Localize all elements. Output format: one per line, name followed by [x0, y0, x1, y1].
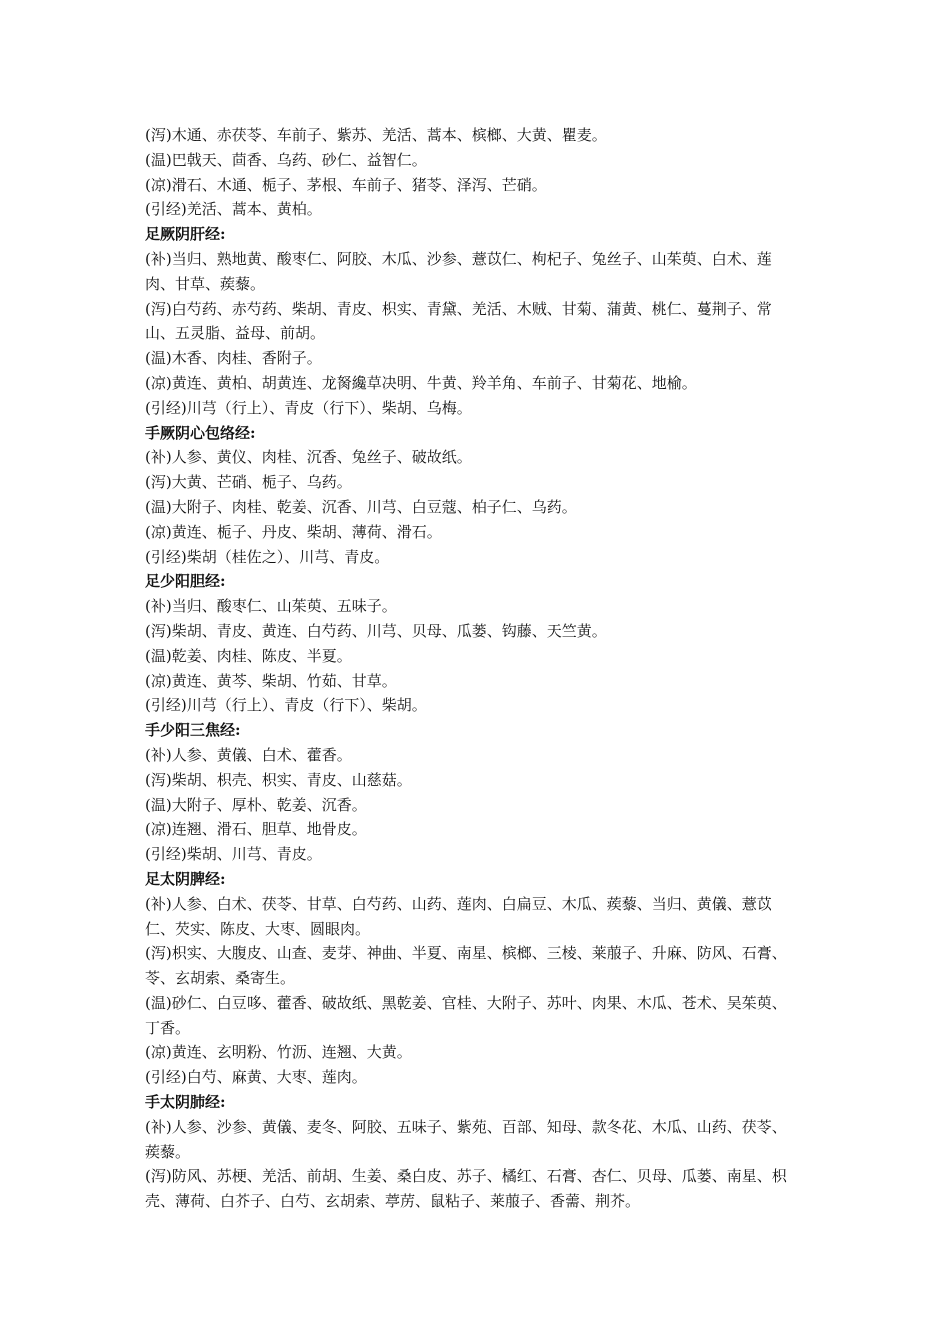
text-line: (补)人参、沙参、黄儀、麦冬、阿胶、五味子、紫苑、百部、知母、款冬花、木瓜、山药、茯苓、 — [145, 1117, 787, 1136]
text-line: (泻)大黄、芒硝、栀子、乌药。 — [145, 473, 352, 492]
text-line: 壳、薄荷、白芥子、白芍、玄胡索、葶苈、鼠粘子、莱菔子、香薷、荆芥。 — [145, 1192, 641, 1211]
text-line: (补)人参、白术、茯苓、甘草、白芍药、山药、莲肉、白扁豆、木瓜、蒺藜、当归、黄儀、薏苡 — [145, 894, 772, 913]
text-line: (温)砂仁、白豆哆、藿香、破故纸、黑乾姜、官桂、大附子、苏叶、肉果、木瓜、苍术、吴茱萸、 — [145, 993, 787, 1012]
text-line: (引经)白芍、麻黄、大枣、莲肉。 — [145, 1068, 367, 1087]
section-heading: 手厥阴心包络经: — [145, 423, 256, 442]
text-line: (补)当归、熟地黄、酸枣仁、阿胶、木瓜、沙参、薏苡仁、枸杞子、兔丝子、山茱萸、白术、莲 — [145, 249, 772, 268]
text-line: (引经)柴胡、川芎、青皮。 — [145, 845, 322, 864]
text-line: 山、五灵脂、益母、前胡。 — [145, 324, 326, 343]
text-line: (引经)川芎（行上）、青皮（行下）、柴胡、乌梅。 — [145, 398, 472, 417]
text-line: (凉)滑石、木通、栀子、茅根、车前子、猪苓、泽泻、芒硝。 — [145, 175, 547, 194]
section-heading: 手太阴肺经: — [145, 1093, 226, 1112]
text-line: (凉)黄连、黄芩、柴胡、竹茹、甘草。 — [145, 671, 397, 690]
text-line: (泻)枳实、大腹皮、山查、麦芽、神曲、半夏、南星、槟榔、三棱、莱菔子、升麻、防风、石膏、 — [145, 944, 787, 963]
section-heading: 足太阴脾经: — [145, 869, 226, 888]
text-line: (引经)柴胡（桂佐之）、川芎、青皮。 — [145, 547, 390, 566]
document-body — [145, 123, 825, 1214]
text-line: (泻)柴胡、青皮、黄连、白芍药、川芎、贝母、瓜蒌、钩藤、天竺黄。 — [145, 621, 607, 640]
text-line: 苓、玄胡索、桑寄生。 — [145, 969, 296, 988]
text-line: (补)当归、酸枣仁、山茱萸、五味子。 — [145, 597, 397, 616]
section-heading: 足厥阴肝经: — [145, 225, 226, 244]
text-line: (泻)防风、苏梗、羌活、前胡、生姜、桑白皮、苏子、橘红、石膏、杏仁、贝母、瓜蒌、南星、枳 — [145, 1167, 787, 1186]
text-line: (温)大附子、肉桂、乾姜、沉香、川芎、白豆蔻、柏子仁、乌药。 — [145, 497, 577, 516]
text-line: 蒺藜。 — [145, 1142, 191, 1161]
text-line: (引经)川芎（行上）、青皮（行下）、柴胡。 — [145, 696, 427, 715]
text-line: (凉)连翘、滑石、胆草、地骨皮。 — [145, 820, 367, 839]
text-line: 仁、芡实、陈皮、大枣、圆眼肉。 — [145, 919, 371, 938]
text-line: (补)人参、黄仪、肉桂、沉香、兔丝子、破故纸。 — [145, 448, 472, 467]
section-heading: 手少阳三焦经: — [145, 721, 241, 740]
text-line: (引经)羌活、蒿本、黄柏。 — [145, 200, 322, 219]
text-line: (温)大附子、厚朴、乾姜、沉香。 — [145, 795, 367, 814]
text-line: (泻)木通、赤茯苓、车前子、紫苏、羌活、蒿本、槟榔、大黄、瞿麦。 — [145, 126, 607, 144]
text-line: (补)人参、黄儀、白术、藿香。 — [145, 745, 352, 764]
text-line: (温)巴戟天、茴香、乌药、砂仁、益智仁。 — [145, 150, 427, 169]
text-line: (凉)黄连、黄柏、胡黄连、龙胬纔草决明、牛黄、羚羊角、车前子、甘菊花、地榆。 — [145, 373, 697, 392]
text-line: (凉)黄连、栀子、丹皮、柴胡、薄荷、滑石。 — [145, 522, 442, 541]
text-line: (泻)白芍药、赤芍药、柴胡、青皮、枳实、青黛、羌活、木贼、甘菊、蒲黄、桃仁、蔓荆子、常 — [145, 299, 772, 318]
text-line: (温)乾姜、肉桂、陈皮、半夏。 — [145, 646, 352, 665]
text-line: 丁香。 — [145, 1018, 191, 1037]
text-line: 肉、甘草、蒺藜。 — [145, 274, 266, 293]
section-heading: 足少阳胆经: — [145, 572, 226, 591]
text-line: (泻)柴胡、枳壳、枳实、青皮、山慈菇。 — [145, 770, 412, 789]
text-line: (温)木香、肉桂、香附子。 — [145, 349, 322, 368]
text-line: (凉)黄连、玄明粉、竹沥、连翘、大黄。 — [145, 1043, 412, 1062]
